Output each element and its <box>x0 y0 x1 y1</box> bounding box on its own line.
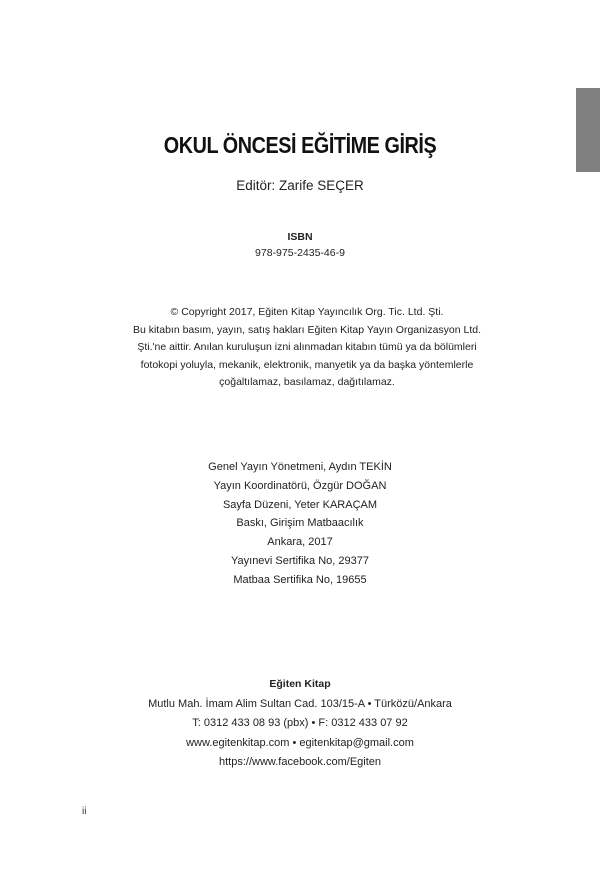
page-number: ii <box>82 806 87 817</box>
publisher-address: Mutlu Mah. İmam Alim Sultan Cad. 103/15-A • Türközü/Ankara <box>148 697 452 710</box>
copyright-line: fotokopi yoluyla, mekanik, elektronik, manyetik ya da başka yöntemlerle <box>140 358 474 371</box>
credit-line: Yayın Koordinatörü, Özgür DOĞAN <box>213 479 387 492</box>
book-title: OKUL ÖNCESİ EĞİTİME GİRİŞ <box>163 132 437 158</box>
copyright-line: çoğaltılamaz, basılamaz, dağıtılamaz. <box>219 376 395 388</box>
publisher-facebook: https://www.facebook.com/Egiten <box>218 756 382 768</box>
isbn-label: ISBN <box>287 231 313 243</box>
publisher-name: Eğiten Kitap <box>269 678 331 690</box>
copyright-notice <box>104 304 510 392</box>
publisher-web-email: www.egitenkitap.com • egitenkitap@gmail.com <box>186 736 414 749</box>
credit-line: Ankara, 2017 <box>267 536 333 549</box>
copyright-line: Şti.'ne aittir. Anılan kuruluşun izni alınmadan kitabın tümü ya da bölümleri <box>137 341 477 353</box>
credit-line: Yayınevi Sertifika No, 29377 <box>231 554 369 567</box>
publisher-phone: T: 0312 433 08 93 (pbx) • F: 0312 433 07 92 <box>192 717 408 729</box>
isbn-block <box>0 229 600 261</box>
copyright-line: Bu kitabın basım, yayın, satış hakları Eğiten Kitap Yayın Organizasyon Ltd. <box>132 323 482 336</box>
credit-line: Genel Yayın Yönetmeni, Aydın TEKİN <box>208 461 392 473</box>
credit-line: Matbaa Sertifika No, 19655 <box>233 573 367 586</box>
credit-line: Sayfa Düzeni, Yeter KARAÇAM <box>222 498 378 511</box>
credit-line: Baskı, Girişim Matbaacılık <box>236 517 364 530</box>
credits-list <box>0 458 600 590</box>
publisher-info <box>0 675 600 773</box>
page-edge-tab <box>576 88 600 172</box>
copyright-line: © Copyright 2017, Eğiten Kitap Yayıncılık Org. Tic. Ltd. Şti. <box>170 306 444 318</box>
book-editor: Editör: Zarife SEÇER <box>236 178 364 193</box>
isbn-number: 978-975-2435-46-9 <box>255 247 345 259</box>
